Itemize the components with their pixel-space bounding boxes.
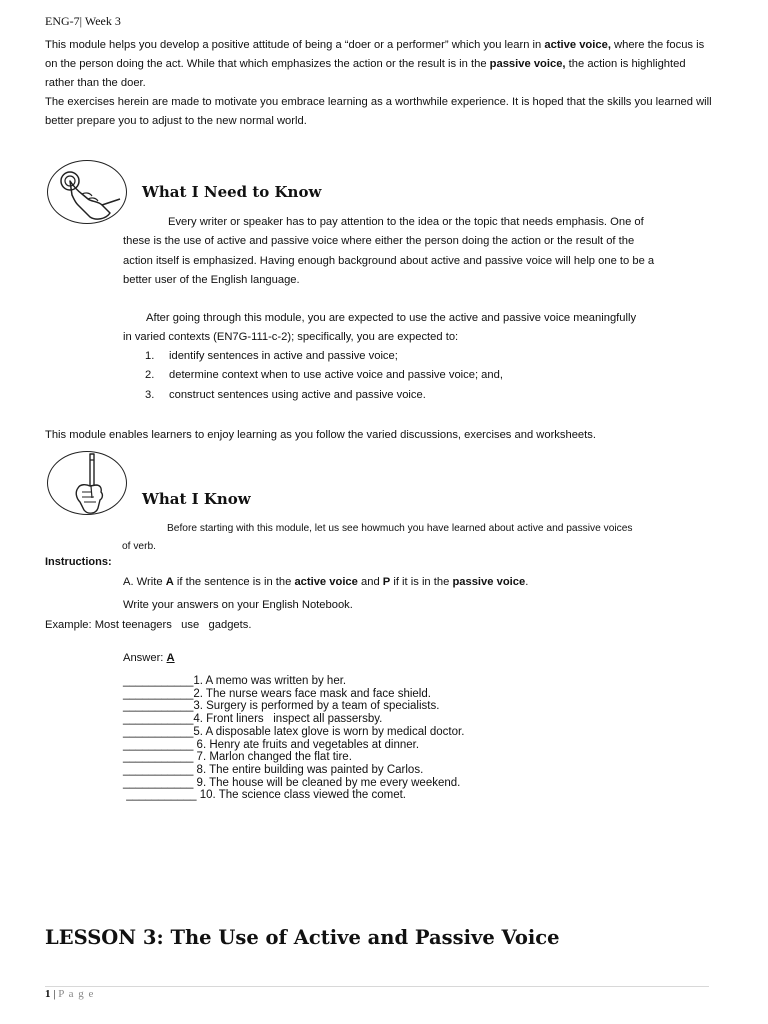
intro-paragraph-2: The exercises herein are made to motivate you embrace learning as a worthwhile experience. It is hoped that the skills you learned will better prepare you to adjust to the new normal world. bbox=[45, 96, 712, 127]
section-title-need-to-know: What I Need to Know bbox=[142, 183, 322, 201]
intro-bold-active: active voice, bbox=[544, 39, 611, 51]
answer-item: ___________5. A disposable latex glove is worn by medical doctor. bbox=[123, 725, 465, 738]
example-answer bbox=[123, 652, 175, 664]
what-i-know-intro: Before starting with this module, let us see howmuch you have learned about active and passive voices of verb. bbox=[122, 523, 633, 552]
need-to-know-paragraph-2: After going through this module, you are expected to use the active and passive voice meaningfully in varied contexts (EN7G-111-c-2); specifically, you are expected to: bbox=[123, 312, 637, 344]
footer-rule bbox=[45, 986, 709, 987]
need-to-know-paragraph-1: Every writer or speaker has to pay attention to the idea or the topic that needs emphasis. One of these is the use of active and passive voice where either the person doing the action or the result of the action itself is emphasized. Having enough background about active and passive voice will help one to be a better user of the English language. bbox=[123, 216, 655, 286]
instruction-text: if it is in the bbox=[390, 576, 453, 588]
hand-touch-icon-graphic bbox=[48, 161, 127, 224]
answer-item: ___________2. The nurse wears face mask and face shield. bbox=[123, 687, 431, 700]
objective-item bbox=[145, 347, 503, 366]
answer-item: ___________3. Surgery is performed by a team of specialists. bbox=[123, 700, 440, 713]
example-sentence: Example: Most teenagers use gadgets. bbox=[45, 619, 252, 631]
answer-item: ___________1. A memo was written by her. bbox=[123, 675, 347, 687]
course-tag: ENG-7| Week 3 bbox=[45, 14, 121, 28]
answer-item: ___________ 6. Henry ate fruits and vegetables at dinner. bbox=[123, 738, 420, 751]
instruction-bold-A: A bbox=[165, 576, 174, 588]
answer-item: ___________ 9. The house will be cleaned by me every weekend. bbox=[123, 776, 461, 789]
notebook-instruction: Write your answers on your English Notebook. bbox=[123, 599, 353, 611]
page-word: P a g e bbox=[58, 988, 95, 1000]
intro-bold-passive: passive voice, bbox=[489, 58, 566, 70]
intro-text: the action is highlighted rather than the doer. bbox=[45, 58, 686, 89]
hand-touch-icon bbox=[47, 160, 127, 224]
hand-pencil-icon-graphic bbox=[48, 452, 127, 515]
objective-number: 3. bbox=[145, 388, 155, 401]
lesson-title: LESSON 3: The Use of Active and Passive Voice bbox=[45, 926, 560, 949]
footer-separator: | bbox=[50, 988, 59, 1000]
instruction-text: and bbox=[357, 576, 383, 588]
answer-items-list bbox=[123, 675, 464, 802]
instruction-bold-passive: passive voice bbox=[452, 576, 526, 588]
objective-item bbox=[145, 366, 503, 385]
objective-number: 2. bbox=[145, 369, 155, 382]
instruction-a bbox=[123, 576, 528, 588]
page-number: 1 bbox=[45, 988, 51, 1000]
objective-item bbox=[145, 386, 503, 405]
objective-number: 1. bbox=[145, 350, 155, 362]
answer-item: ___________4. Front liners inspect all passersby. bbox=[123, 713, 383, 726]
instruction-text: . bbox=[525, 576, 529, 588]
intro-text: This module helps you develop a positive attitude of being a “doer or a performer” which you learn in bbox=[45, 39, 545, 51]
answer-item: ___________ 8. The entire building was painted by Carlos. bbox=[123, 763, 424, 776]
module-closing-text: This module enables learners to enjoy learning as you follow the varied discussions, exercises and worksheets. bbox=[45, 429, 596, 441]
section-title-what-i-know: What I Know bbox=[142, 490, 251, 508]
page-footer bbox=[45, 988, 94, 1000]
answer-item: ___________ 10. The science class viewed the comet. bbox=[123, 789, 406, 802]
instruction-bold-active: active voice bbox=[294, 576, 358, 588]
intro-text: where the focus is on the person doing the act. While that which emphasizes the action or the result is in the bbox=[45, 39, 705, 70]
instruction-bold-P: P bbox=[382, 576, 391, 588]
answer-label: Answer: bbox=[123, 652, 167, 664]
answer-item: ___________ 7. Marlon changed the flat tire. bbox=[123, 751, 352, 764]
objective-text: determine context when to use active voice and passive voice; and, bbox=[169, 369, 503, 382]
intro-paragraph-1 bbox=[45, 36, 713, 93]
objective-text: identify sentences in active and passive voice; bbox=[169, 350, 398, 362]
answer-value: A bbox=[166, 652, 175, 664]
objective-text: construct sentences using active and passive voice. bbox=[169, 388, 426, 401]
instruction-text: A. Write bbox=[123, 576, 166, 588]
objectives-list bbox=[145, 347, 503, 405]
hand-pencil-icon bbox=[47, 451, 127, 515]
instruction-text: if the sentence is in the bbox=[173, 576, 295, 588]
instructions-label: Instructions: bbox=[45, 556, 112, 568]
